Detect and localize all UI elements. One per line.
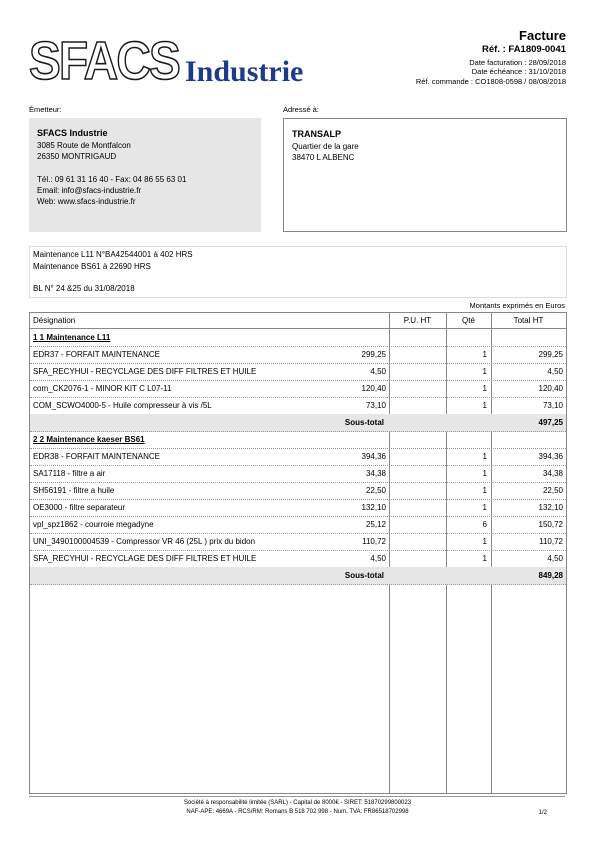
item-total: 73,10 [542, 401, 563, 410]
item-designation: SFA_RECYHUI - RECYCLAGE DES DIFF FILTRES ET HUILE [33, 554, 257, 563]
section-title: 1 1 Maintenance L11 [33, 333, 111, 342]
item-quantity: 1 [482, 469, 487, 478]
item-quantity: 1 [482, 503, 487, 512]
company-logo [29, 33, 319, 89]
note-line: BL N° 24 &25 du 31/08/2018 [33, 284, 135, 293]
footer-legal-line: NAF-APE: 4669A - RCS/RM: Romans B 518 702 998 - Num. TVA: FR86518702998 [186, 809, 409, 815]
emitter-city: 26350 MONTRIGAUD [37, 152, 117, 161]
table-row [30, 482, 566, 500]
item-unit-price: 4,50 [370, 367, 386, 376]
section-title: 2 2 Maintenance kaeser BS61 [33, 435, 145, 444]
item-total: 110,72 [539, 537, 563, 546]
item-quantity: 1 [482, 537, 487, 546]
item-designation: com_CK2076-1 - MINOR KIT C L07-11 [33, 384, 172, 393]
subtotal-value: 497,25 [538, 418, 563, 427]
item-designation: EDR37 - FORFAIT MAINTENANCE [33, 350, 160, 359]
item-quantity: 1 [482, 350, 487, 359]
item-unit-price: 110,72 [362, 537, 386, 546]
invoice-reference: Réf. : FA1809-0041 [482, 44, 566, 55]
emitter-name: SFACS Industrie [37, 128, 108, 138]
table-row [30, 346, 566, 364]
item-total: 132,10 [538, 503, 563, 512]
item-unit-price: 132,10 [361, 503, 386, 512]
item-unit-price: 25,12 [365, 520, 386, 529]
item-designation: UNI_3490100004539 - Compressor VR 46 (25L ) prix du bidon [33, 537, 256, 546]
column-header-designation: Désignation [33, 316, 76, 325]
item-unit-price: 22,50 [365, 486, 386, 495]
table-row [30, 550, 566, 568]
item-designation: SH56191 - filtre a huile [33, 486, 115, 495]
notes-block [29, 246, 567, 298]
item-designation: SA17118 - filtre a air [33, 469, 106, 478]
recipient-name: TRANSALP [292, 129, 341, 139]
page-number: 1/2 [538, 810, 547, 816]
recipient-block [283, 118, 567, 232]
subtotal-row [30, 567, 566, 585]
item-designation: SFA_RECYHUI - RECYCLAGE DES DIFF FILTRES ET HUILE [33, 367, 257, 376]
invoice-lines-table [29, 312, 567, 794]
item-quantity: 1 [482, 452, 487, 461]
item-unit-price: 34,38 [365, 469, 386, 478]
item-quantity: 1 [482, 401, 487, 410]
footer-legal-line: Société à responsabilité limitée (SARL) - Capital de 8000€ - SIRET: 51870299800023 [183, 800, 412, 806]
item-quantity: 1 [482, 554, 487, 563]
item-total: 299,25 [538, 350, 563, 359]
order-reference: Réf. commande : CO1808-0598 / 08/08/2018 [415, 77, 566, 86]
column-header-total: Total HT [513, 316, 544, 325]
logo-industrie-text: Industrie [185, 55, 304, 88]
table-row [30, 397, 566, 415]
item-total: 34,38 [542, 469, 563, 478]
item-unit-price: 299,25 [361, 350, 386, 359]
subtotal-label: Sous-total [344, 418, 384, 427]
item-total: 22,50 [542, 486, 563, 495]
table-row [30, 533, 566, 551]
document-title: Facture [519, 28, 566, 43]
due-date: Date échéance : 31/10/2018 [471, 67, 566, 76]
item-quantity: 6 [482, 520, 487, 529]
table-row [30, 363, 566, 381]
recipient-label: Adressé à: [283, 105, 319, 114]
item-unit-price: 4,50 [370, 554, 386, 563]
item-unit-price: 394,36 [361, 452, 386, 461]
item-quantity: 1 [482, 384, 487, 393]
item-unit-price: 73,10 [365, 401, 386, 410]
item-total: 4,50 [547, 554, 563, 563]
column-header-qty: Qté [462, 316, 475, 325]
section-header-row [30, 431, 566, 449]
subtotal-label: Sous-total [344, 571, 384, 580]
emitter-label: Émetteur: [29, 105, 62, 114]
section-header-row [30, 329, 566, 347]
item-quantity: 1 [482, 367, 487, 376]
note-line: Maintenance BS61 à 22690 HRS [33, 262, 151, 271]
emitter-phone: Tél.: 09 61 31 16 40 - Fax: 04 86 55 63 01 [37, 175, 187, 184]
item-designation: EDR38 - FORFAIT MAINTENANCE [33, 452, 160, 461]
recipient-address-line: Quartier de la gare [292, 142, 359, 151]
item-designation: COM_SCWO4000-5 - Huile compresseur à vis /5L [33, 401, 212, 410]
item-quantity: 1 [482, 486, 487, 495]
table-row [30, 380, 566, 398]
item-designation: OE3000 - filtre separateur [33, 503, 126, 512]
item-total: 150,72 [538, 520, 563, 529]
item-designation: vpl_spz1862 - courroie megadyne [33, 520, 154, 529]
logo-sfacs-text: SFACS [29, 33, 179, 89]
footer-divider [29, 796, 565, 797]
recipient-city: 38470 L ALBENC [292, 153, 355, 162]
note-line: Maintenance L11 N°BA42544001 à 402 HRS [33, 250, 193, 259]
table-row [30, 499, 566, 517]
item-total: 4,50 [547, 367, 563, 376]
subtotal-value: 849,28 [538, 571, 563, 580]
table-row [30, 465, 566, 483]
item-total: 120,40 [538, 384, 563, 393]
emitter-block [29, 118, 261, 232]
table-row [30, 516, 566, 534]
table-row [30, 448, 566, 466]
column-header-unit-price: P.U. HT [403, 316, 432, 325]
item-unit-price: 120,40 [361, 384, 386, 393]
invoice-date: Date facturation : 28/09/2018 [469, 58, 566, 67]
emitter-email: Email: info@sfacs-industrie.fr [37, 186, 142, 195]
currency-note: Montants exprimés en Euros [469, 301, 565, 310]
item-total: 394,36 [538, 452, 563, 461]
subtotal-row [30, 414, 566, 432]
emitter-website: Web: www.sfacs-industrie.fr [37, 197, 136, 206]
emitter-address-line: 3085 Route de Montfalcon [37, 141, 131, 150]
